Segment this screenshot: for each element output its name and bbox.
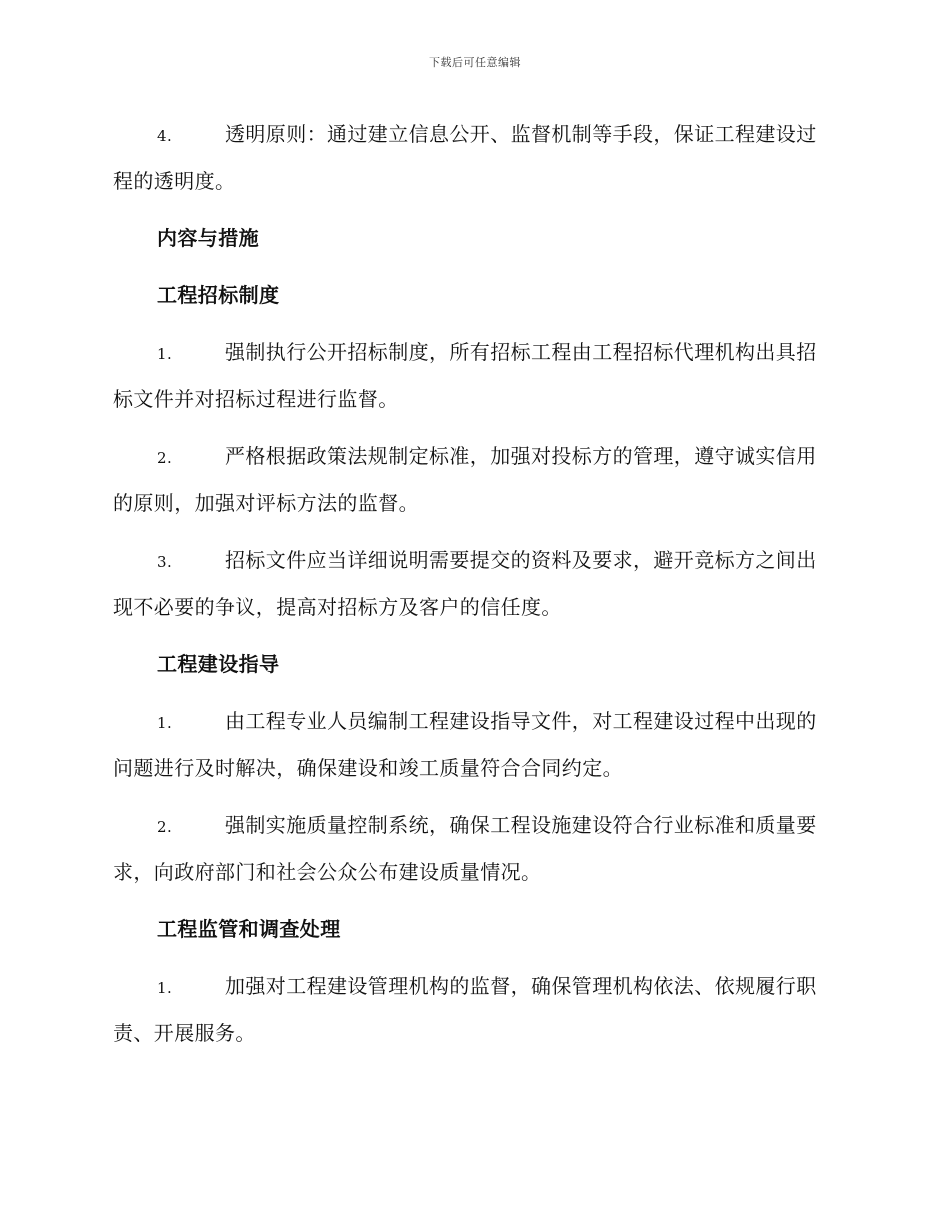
subsection-heading-supervision: 工程监管和调查处理 xyxy=(157,917,341,941)
section-heading-content-measures: 内容与措施 xyxy=(157,226,259,250)
list-item xyxy=(113,330,833,422)
list-item xyxy=(113,803,833,895)
list-number: 4. xyxy=(157,127,173,145)
paragraph-text: 透明原则：通过建立信息公开、监督机制等手段，保证工程建设过程的透明度。 xyxy=(113,122,817,193)
paragraph-transparency xyxy=(113,112,833,204)
paragraph-text: 强制执行公开招标制度，所有招标工程由工程招标代理机构出具招标文件并对招标过程进行监督。 xyxy=(113,340,817,411)
subsection-heading-bidding: 工程招标制度 xyxy=(157,283,280,307)
list-item xyxy=(113,699,833,791)
list-item xyxy=(113,434,833,526)
paragraph-text: 强制实施质量控制系统，确保工程设施建设符合行业标准和质量要求，向政府部门和社会公众公布建设质量情况。 xyxy=(113,813,817,884)
subsection-heading-guidance: 工程建设指导 xyxy=(157,652,280,676)
list-number: 2. xyxy=(157,449,173,467)
paragraph-text: 招标文件应当详细说明需要提交的资料及要求，避开竞标方之间出现不必要的争议，提高对招标方及客户的信任度。 xyxy=(113,548,817,619)
list-item xyxy=(113,538,833,630)
list-number: 2. xyxy=(157,818,173,836)
paragraph-text: 严格根据政策法规制定标准，加强对投标方的管理，遵守诚实信用的原则，加强对评标方法的监督。 xyxy=(113,444,817,515)
list-item xyxy=(113,964,833,1056)
list-number: 1. xyxy=(157,979,173,997)
list-number: 3. xyxy=(157,553,173,571)
list-number: 1. xyxy=(157,345,173,363)
document-body xyxy=(113,112,833,1068)
header-note: 下载后可任意编辑 xyxy=(429,56,521,69)
paragraph-text: 由工程专业人员编制工程建设指导文件，对工程建设过程中出现的问题进行及时解决，确保建设和竣工质量符合合同约定。 xyxy=(113,709,817,780)
paragraph-text: 加强对工程建设管理机构的监督，确保管理机构依法、依规履行职责、开展服务。 xyxy=(113,974,817,1045)
list-number: 1. xyxy=(157,714,173,732)
